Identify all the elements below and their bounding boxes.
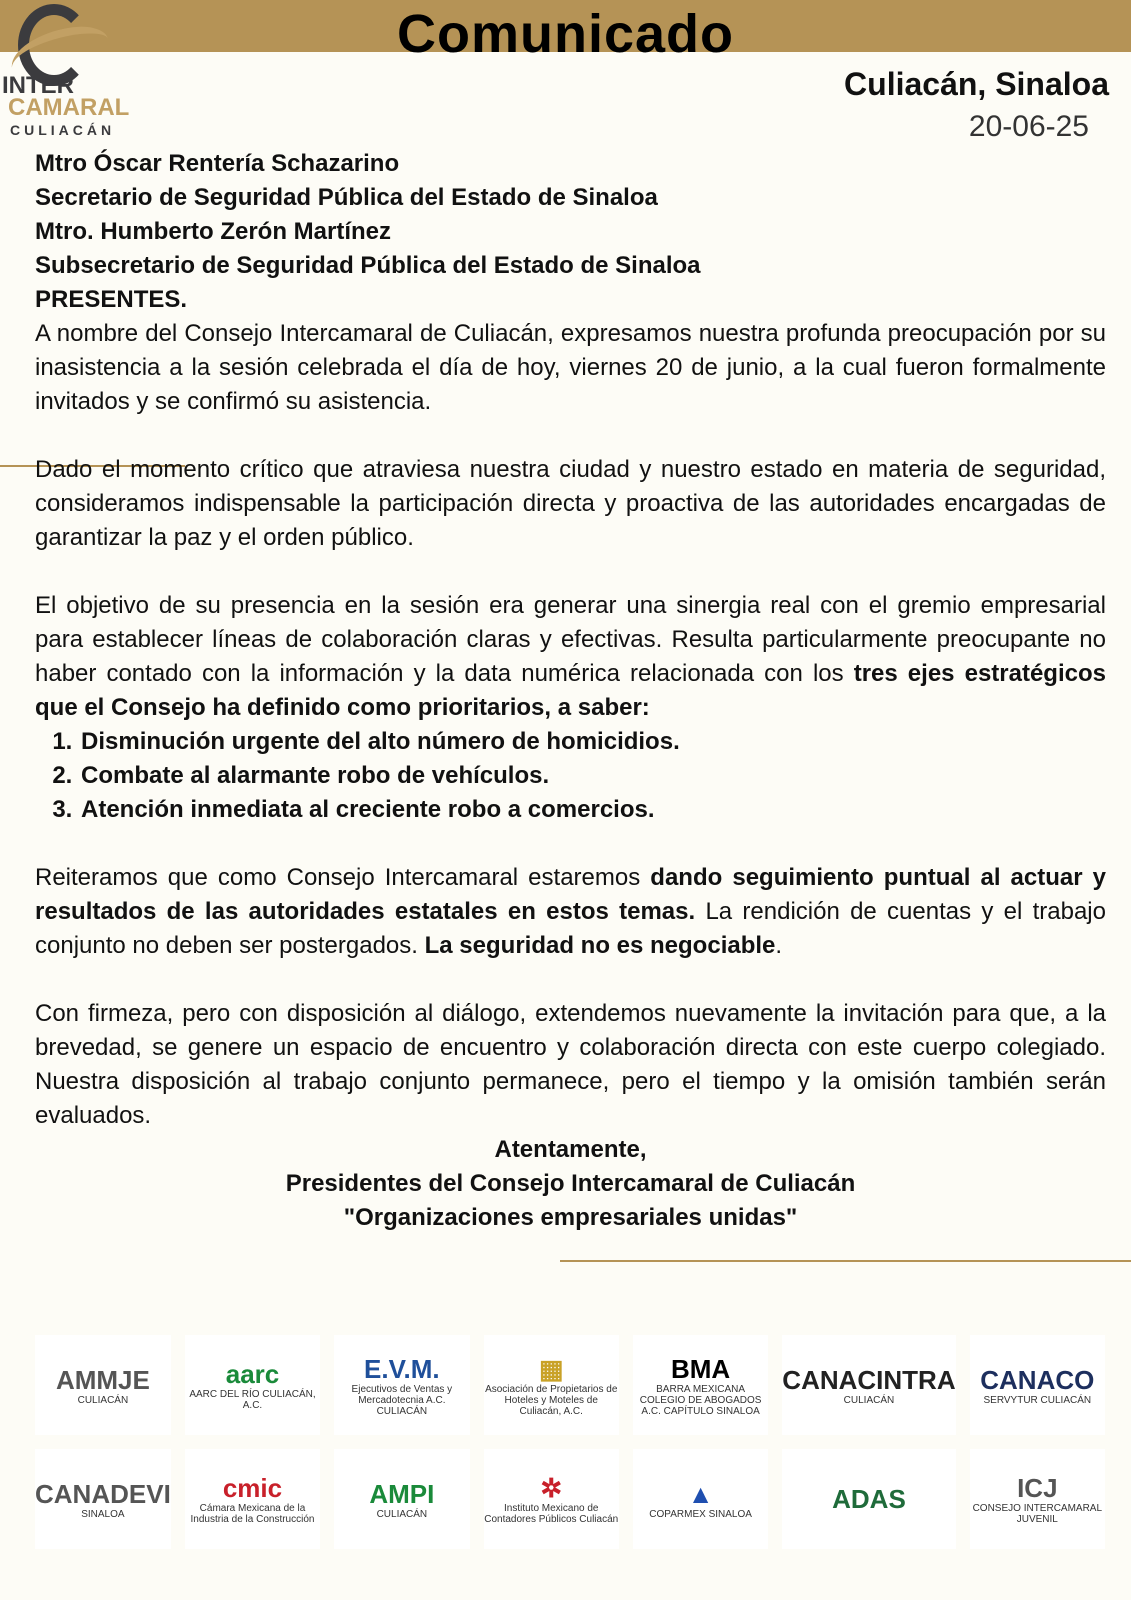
logo-mark: aarc xyxy=(225,1359,280,1389)
paragraph xyxy=(35,589,1106,725)
logo-canacintra xyxy=(782,1335,955,1435)
closing-line: "Organizaciones empresariales unidas" xyxy=(343,1204,798,1231)
logo-mark: CANADEVI xyxy=(35,1478,171,1509)
logo-mark: BMA xyxy=(671,1353,731,1384)
logo-caption: CULIACÁN xyxy=(843,1394,895,1406)
logo-canaco xyxy=(970,1335,1105,1435)
bold-text: dando seguimiento puntual al actuar y resultados de las autoridades estatales en estos temas. xyxy=(35,864,1106,925)
logo-caption: SERVYTUR CULIACÁN xyxy=(983,1394,1092,1406)
paragraph xyxy=(35,997,1106,1133)
priority-list xyxy=(35,725,1106,827)
logo-ampi xyxy=(334,1449,469,1549)
logo-mark: AMMJE xyxy=(55,1364,150,1395)
recipient-line: Subsecretario de Seguridad Pública del Estado de Sinaloa xyxy=(35,252,701,279)
logo-caption: Instituto Mexicano de Contadores Públicos Culiacán xyxy=(484,1503,619,1525)
recipients xyxy=(35,147,1106,317)
recipient-line: PRESENTES. xyxy=(35,286,188,313)
logo-text: INTER xyxy=(2,72,74,99)
text: Reiteramos que como Consejo Intercamaral estaremos xyxy=(35,864,651,891)
list-item: 2. Combate al alarmante robo de vehículos. xyxy=(79,759,1106,793)
text: Dado el momento crítico que atraviesa nuestra ciudad y nuestro estado en materia de seguridad, consideramos indispensable la participación directa y proactiva de las autoridades encargadas de garantizar la paz y el orden público. xyxy=(35,456,1106,551)
closing-line: Atentamente, xyxy=(494,1136,647,1163)
logo-caption: CONSEJO INTERCAMARAL JUVENIL xyxy=(972,1503,1103,1525)
logo-caption: COPARMEX SINALOA xyxy=(649,1508,752,1520)
paragraph xyxy=(35,317,1106,419)
logo-text: CAMARAL xyxy=(8,94,130,121)
logo-mark: AMPI xyxy=(369,1478,435,1509)
intercamaral-logo xyxy=(0,0,140,145)
paragraph xyxy=(35,453,1106,555)
logo-mark: cmic xyxy=(222,1473,283,1503)
logo-adas xyxy=(782,1449,955,1549)
list-item: 3. Atención inmediata al creciente robo a comercios. xyxy=(79,793,1106,827)
text: El objetivo de su presencia en la sesión era generar una sinergia real con el gremio empresarial para establecer líneas de colaboración claras y efectivas. Resulta particularmente preocupante no haber contado con la información y la data numérica relacionada con los xyxy=(35,592,1106,687)
logo-mark: ▦ xyxy=(538,1353,564,1384)
letter-body xyxy=(35,147,1106,1235)
bold-text: tres ejes estratégicos que el Consejo ha definido como prioritarios, a saber: xyxy=(35,660,1106,721)
logo-caption: SINALOA xyxy=(81,1508,125,1520)
logo-mark: ✲ xyxy=(540,1473,563,1503)
logo-text: CULIACÁN xyxy=(10,122,116,138)
recipient-line: Mtro Óscar Rentería Schazarino xyxy=(35,150,400,177)
logo-ammje xyxy=(35,1335,171,1435)
logo-cmic xyxy=(185,1449,320,1549)
place: Culiacán, Sinaloa xyxy=(844,66,1109,102)
logo-bma xyxy=(633,1335,768,1435)
logo-icj xyxy=(970,1449,1105,1549)
recipient-line: Mtro. Humberto Zerón Martínez xyxy=(35,218,392,245)
logo-caption: AARC DEL RÍO CULIACÁN, A.C. xyxy=(189,1389,316,1411)
date: 20-06-25 xyxy=(968,110,1089,143)
logo-mark: E.V.M. xyxy=(364,1353,440,1384)
list-item: 1. Disminución urgente del alto número de homicidios. xyxy=(79,725,1106,759)
logo-caption: Ejecutivos de Ventas y Mercadotecnia A.C. CULIACÁN xyxy=(351,1383,453,1417)
logo-coparmex xyxy=(633,1449,768,1549)
member-logos xyxy=(35,1335,1105,1549)
logo-caption: CULIACÁN xyxy=(77,1394,129,1406)
closing-line: Presidentes del Consejo Intercamaral de Culiacán xyxy=(285,1170,856,1197)
logo-caption: Cámara Mexicana de la Industria de la Construcción xyxy=(190,1503,315,1525)
logo-mark: CANACO xyxy=(980,1364,1095,1395)
text: A nombre del Consejo Intercamaral de Culiacán, expresamos nuestra profunda preocupación por su inasistencia a la sesión celebrada el día de hoy, viernes 20 de junio, a la cual fueron formalmente invitados y se confirmó su asistencia. xyxy=(35,320,1106,415)
logo-mark: ICJ xyxy=(1017,1473,1058,1503)
logo-canadevi xyxy=(35,1449,171,1549)
bold-text: La seguridad no es negociable xyxy=(424,932,776,959)
text: . xyxy=(775,932,783,959)
recipient-line: Secretario de Seguridad Pública del Estado de Sinaloa xyxy=(35,184,658,211)
logo-evm xyxy=(334,1335,469,1435)
logo-caption: CULIACÁN xyxy=(376,1508,428,1520)
logo-caption: Asociación de Propietarios de Hoteles y Moteles de Culiacán, A.C. xyxy=(485,1383,618,1417)
logo-aarc xyxy=(185,1335,320,1435)
paragraph xyxy=(35,861,1106,963)
gold-divider xyxy=(560,1260,1131,1262)
page-title: Comunicado xyxy=(396,4,734,64)
logo-mark: CANACINTRA xyxy=(782,1364,956,1395)
logo-mark: ▲ xyxy=(687,1478,714,1509)
logo-caption: BARRA MEXICANA COLEGIO DE ABOGADOS A.C. CAPÍTULO SINALOA xyxy=(639,1383,762,1417)
logo-mark: ADAS xyxy=(832,1484,906,1514)
logo-imcp xyxy=(484,1449,619,1549)
logo-hoteles xyxy=(484,1335,619,1435)
text: La rendición de cuentas y el trabajo conjunto no deben ser postergados. xyxy=(35,898,1106,959)
text: Con firmeza, pero con disposición al diálogo, extendemos nuevamente la invitación para que, a la brevedad, se genere un espacio de encuentro y colaboración directa con este cuerpo colegiado. Nuestra disposición al trabajo conjunto permanece, pero el tiempo y la omisión también serán evaluados. xyxy=(35,1000,1106,1129)
